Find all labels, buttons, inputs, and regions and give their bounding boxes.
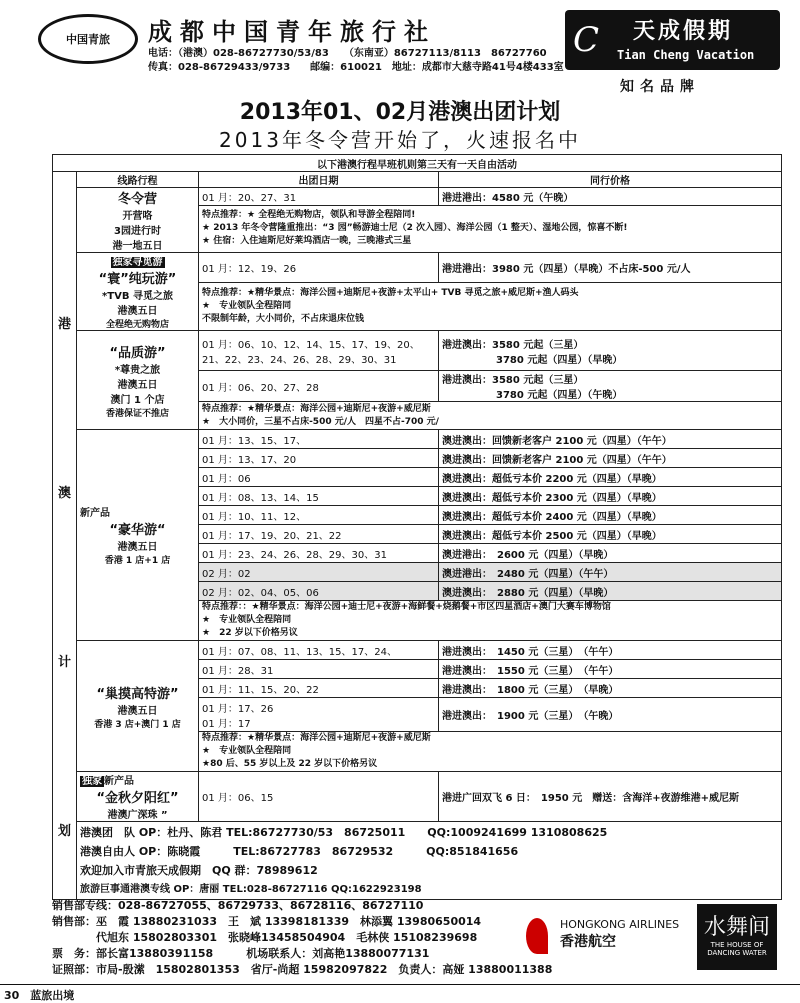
header [0,0,800,95]
side-char: 澳 [57,485,71,501]
feature-line: ★ 专业领队全程陪同 [202,301,292,312]
feature-line: ★ 22 岁以下价格另议 [202,628,298,638]
ops-line: 港澳自由人 OP：陈晓霞 TEL:86727783 86729532 QQ:851841656 [80,844,519,858]
feature-line: 不限制年龄，大小同价，不占床退床位钱 [202,314,365,325]
contact-line: 证照部：市局-殷潆 15802801353 省厅-尚超 15982097822 负责人：高娅 13880011388 [52,963,553,976]
dates-cell: 01 月：06、15 [199,772,439,822]
feature-line: ★ 专业领队全程陪同 [202,615,292,625]
route-name: “金秋夕阳红” [96,791,179,806]
feature-cell [199,205,782,252]
route-winter-camp [77,188,199,253]
dates-cell: 01 月：23、24、26、28、29、30、31 [199,544,439,563]
route-line: 香港 3 店+澳门 1 店 [94,719,181,730]
dates-cell: 01 月：28、31 [199,660,439,679]
price-cell: 澳进澳出：回馈新老客户 2100 元（四星）（午午） [439,449,782,468]
exclusive-tag: 独家 [82,776,102,787]
hongkong-airlines-logo-icon [526,918,548,954]
exclusive-tag: 独家寻觅游 [112,257,163,268]
dates-cell: 01 月：13、17、20 [199,449,439,468]
brand-name-en: Tian Cheng Vacation [617,48,755,62]
contact-line: 销售部：巫 霞 13880231033 王 斌 13398181339 林添翼 13980650014 [52,915,482,928]
route-quality [77,331,199,430]
route-name: “寰”纯玩游” [98,272,177,287]
dancing-water-logo [697,904,777,970]
dates-cell: 01 月：08、13、14、15 [199,487,439,506]
ops-contacts [77,822,782,900]
famous-brand-label: 知名品牌 [620,79,700,95]
route-golden-autumn [77,772,199,822]
route-line: 澳门 1 个店 [110,394,165,406]
route-line: 新产品 [104,776,134,787]
head-price: 同行价格 [439,172,782,188]
dates-cell: 01 月：20、27、31 [199,188,439,206]
feature-line: ★ 大小同价，三星不占床-500 元/人 四星不占-700 元/ [202,416,439,427]
agency-name: 成都中国青年旅行社 [148,18,436,46]
feature-line: 特点推荐：★精华景点：海洋公园+迪斯尼+夜游+太平山+ TVB 寻觅之旅+威尼斯+渔人码头 [202,288,579,299]
feature-line: 特点推荐：★精华景点：海洋公园+迪斯尼+夜游+威尼斯 [202,733,431,743]
price-line: 3780 元起（四星）（午晚） [496,390,623,401]
dancing-water-subtitle: THE HOUSE OF DANCING WATER [707,941,767,957]
route-line: 港一地五日 [112,241,163,252]
route-line: 开营咯 [122,211,153,222]
page-footer: 30 蓝旅出境 [0,984,800,1003]
route-line: *TVB 寻觅之旅 [102,291,173,302]
price-cell: 港进港出：3980 元（四星）（早晚）不占床-500 元/人 [439,253,782,283]
route-line: 港澳五日 [117,542,158,553]
dates-cell: 01 月：06、20、27、28 [199,371,439,402]
hk-airlines-cn: 香港航空 [560,934,616,950]
route-name: 冬令营 [117,192,157,207]
price-cell: 港进广回双飞 6 日： 1950 元 赠送：含海洋+夜游维港+威尼斯 [439,772,782,822]
price-line: 港进澳出：3580 元起（三星） [442,339,584,351]
price-line: 港进澳出：3580 元起（三星） [442,375,584,386]
price-cell: 港进澳出： 1450 元（三星） （午午） [439,641,782,660]
price-cell: 澳进澳出：回馈新老客户 2100 元（四星）（午午） [439,430,782,449]
side-char: 计 [57,654,71,670]
feature-cell [199,601,782,641]
hongkong-airlines [560,918,679,951]
route-line: 全程绝无购物店 [105,320,169,330]
feature-line: ★ 住宿：入住迪斯尼好莱坞酒店一晚，三晚港式三星 [202,236,412,247]
price-cell: 港进澳出： 1900 元（三星） （午晚） [439,698,782,732]
route-name: “品质游” [109,345,166,361]
dates-cell: 01 月：12、19、26 [199,253,439,283]
tour-schedule-table [52,154,782,900]
dates-cell: 01 月：17、19、20、21、22 [199,525,439,544]
feature-line: 特点推荐：：★精华景点：海洋公园+迪士尼+夜游+海鲜餐+烧鹅餐+市区四星酒店+澳门大赛车博物馆 [202,602,611,612]
dates-cell: 01 月：13、15、17、 [199,430,439,449]
notice-row: 以下港澳行程早班机则第三天有一天自由活动 [53,155,782,172]
ops-line: 旅游巨事通港澳专线 OP：唐丽 TEL:028-86727116 QQ:1622923198 [80,883,422,895]
dates-cell: 01 月：11、15、20、22 [199,679,439,698]
agency-logo [38,14,138,64]
page-subtitle: 2013年冬令营开始了，火速报名中 [219,128,581,152]
dates-cell: 01 月：06、10、12、14、15、17、19、20、21、22、23、24、26、28、29、30、31 [199,331,439,371]
price-cell: 澳进澳出：超低亏本价 2500 元（四星）（早晚） [439,525,782,544]
route-name: “巢摸高特游” [96,686,179,702]
brand-name-cn: 天成假期 [633,19,734,44]
price-cell [439,371,782,402]
dates-cell: 02 月：02 [199,563,439,582]
price-line: 3780 元起（四星）（早晚） [496,354,623,366]
route-special [77,641,199,772]
dates-cell: 01 月：06 [199,468,439,487]
head-route: 线路行程 [77,172,199,188]
feature-line: 特点推荐：★精华景点：海洋公园+迪斯尼+夜游+威尼斯 [202,403,431,414]
contact-line: 票 务：部长富13880391158 机场联系人：刘高艳13880077131 [52,947,430,960]
feature-line: ★ 2013 年冬令营隆重推出：“3 园”畅游迪士尼（2 次入园）、海洋公园（1 整天）、湿地公园，惊喜不断! [202,223,628,234]
feature-cell [199,732,782,772]
head-dates: 出团日期 [199,172,439,188]
feature-line: 特点推荐：★ 全程绝无购物店，领队和导游全程陪同! [202,210,416,221]
feature-cell [199,402,782,430]
route-line: *尊贵之旅 [114,364,161,376]
feature-cell [199,283,782,331]
route-line: 新产品 [80,508,110,519]
route-line: 港澳广深珠 ” [107,810,168,821]
ops-line: 港澳团 队 OP：杜丹、陈君 TEL:86727730/53 86725011 QQ:1009241699 1310808625 [80,825,608,839]
price-cell: 港进澳出： 1800 元（三星） （早晚） [439,679,782,698]
route-name: “豪华游“ [109,523,166,538]
route-line: 香港保证不推店 [105,408,169,419]
side-label [53,172,77,900]
price-cell: 港进港出：4580 元（午晚） [439,188,782,206]
price-cell [439,331,782,371]
dancing-water-title: 水舞间 [703,915,770,940]
page-title: 2013年01、02月港澳出团计划 [239,100,561,125]
side-char: 划 [57,823,71,839]
route-line: 港澳五日 [117,306,158,317]
agency-logo-text: 中国青旅 [66,33,110,46]
side-char: 港 [57,316,71,332]
route-luxury [77,430,199,641]
ops-line: 欢迎加入市青旅天成假期 QQ 群：78989612 [80,863,318,877]
date-line: 01 月：17 [202,718,251,730]
route-line: 港澳五日 [117,705,158,717]
dates-cell: 02 月：02、04、05、06 [199,582,439,601]
price-cell: 澳进澳出：超低亏本价 2400 元（四星）（早晚） [439,506,782,525]
feature-line: ★80 后、55 岁以上及 22 岁以下价格另议 [202,759,378,769]
route-tvb [77,253,199,331]
price-cell: 港进澳出： 1550 元（三星） （午午） [439,660,782,679]
price-cell: 澳进澳出： 2880 元（四星）（早晚） [439,582,782,601]
contact-line: 销售部专线：028-86727055、86729733、86728116、86727110 [52,899,424,912]
hk-airlines-en: HONGKONG AIRLINES [560,918,680,931]
route-line: 港澳五日 [117,379,158,391]
date-line: 01 月：17、26 [202,703,274,715]
dates-cell: 01 月：10、11、12、 [199,506,439,525]
price-cell: 澳进港出： 2480 元（四星）（午午） [439,563,782,582]
price-cell: 澳进港出： 2600 元（四星）（早晚） [439,544,782,563]
dates-cell [199,698,439,732]
price-cell: 澳进澳出：超低亏本价 2200 元（四星）（早晚） [439,468,782,487]
contact-line-2: 传真：028-86729433/9733 邮编：610021 地址：成都市大慈寺路41号4楼433室 [148,62,564,73]
price-cell: 澳进澳出：超低亏本价 2300 元（四星）（早晚） [439,487,782,506]
route-line: 香港 1 店+1 店 [104,556,171,566]
brand-logo-icon: C [573,20,600,60]
feature-line: ★ 专业领队全程陪同 [202,746,292,756]
contact-line: 代旭东 15802803301 张晓峰13458504904 毛林侠 15108239698 [52,931,478,944]
route-line: 3园进行时 [114,226,161,237]
contact-line-1: 电话：（港澳）028-86727730/53/83 （东南亚）86727113/8113 86727760 [148,48,547,59]
dates-cell: 01 月：07、08、11、13、15、17、24、 [199,641,439,660]
brand-badge [565,10,780,70]
